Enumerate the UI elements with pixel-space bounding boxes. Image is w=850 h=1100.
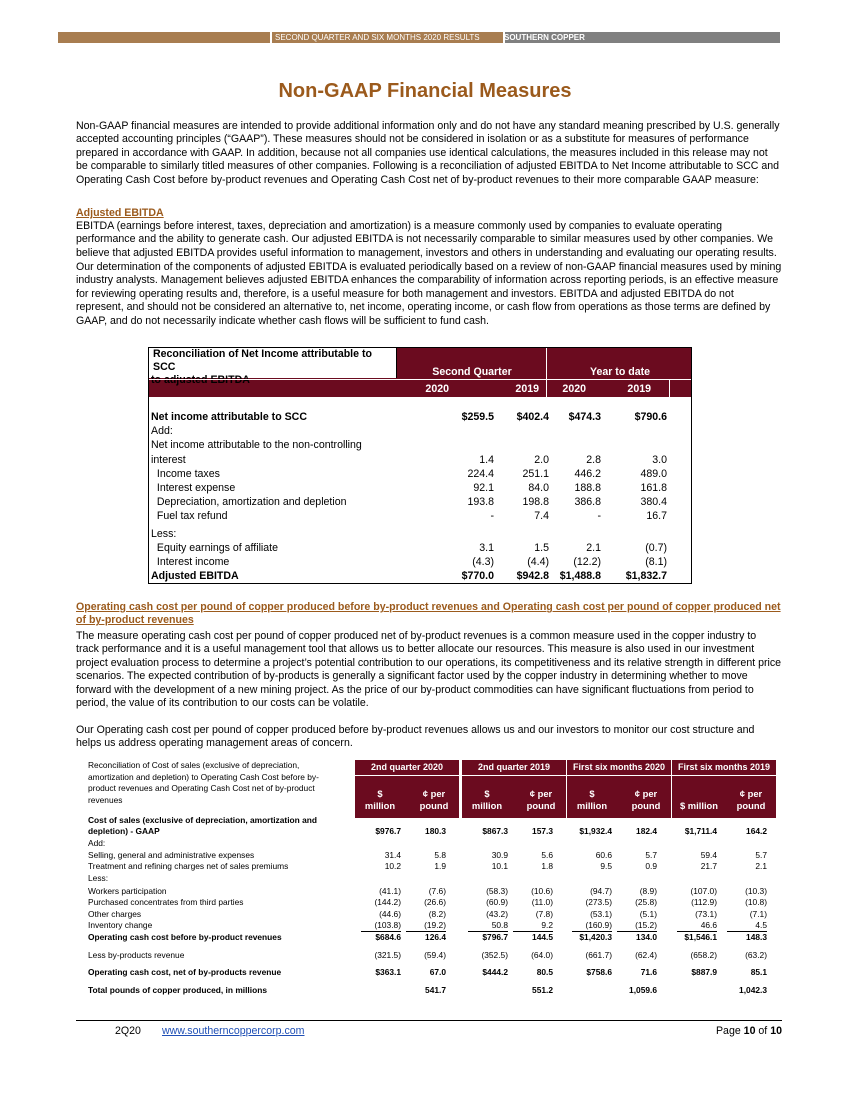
- ebitda-row-label: Interest expense: [151, 481, 236, 494]
- cash-cost-sub-header-cents: ¢ per pound: [419, 788, 449, 811]
- cash-cost-row-value: 10.2: [384, 861, 401, 871]
- ebitda-col-group-second-quarter: Second Quarter: [432, 366, 512, 378]
- cash-cost-row-value: 9.2: [513, 920, 553, 932]
- cash-cost-row-value: 10.1: [491, 861, 508, 871]
- cash-cost-row-value: 1.8: [541, 861, 553, 871]
- ebitda-row-value: 380.4: [640, 496, 667, 509]
- cash-cost-row-value: (15.2): [617, 920, 657, 932]
- cash-cost-row-value: 182.4: [636, 826, 657, 836]
- cash-cost-row-value: (8.2): [428, 909, 446, 919]
- ebitda-row-value: $1,832.7: [625, 570, 667, 583]
- cash-cost-row-value: (44.6): [379, 909, 401, 919]
- ebitda-row-value: 1.5: [534, 541, 549, 554]
- cash-cost-row-value: (53.1): [590, 909, 612, 919]
- ebitda-table-row: [149, 453, 691, 467]
- ebitda-row-value: 161.8: [640, 481, 667, 494]
- cash-cost-row-value: $1,932.4: [579, 826, 612, 836]
- cash-cost-row-label: Operating cash cost before by-product revenues: [88, 932, 282, 942]
- ebitda-paragraph-2: Our determination of the components of adjusted EBITDA is evaluated periodically based on a review of non-GAAP financial measures used by mining industry analysts. Management believes adjusted EBITDA enhances the comparability of information across reporting periods, is an effective measure for reviewing operating results and, therefore, is a useful measure for both management and investors. EBITDA and adjusted EBITDA do not represent, and should not be considered an alternative to, net income, operating income, or cash flow from operations as those terms are defined by GAAP, and do not necessarily indicate whether cash flows will be sufficient to fund cash.: [76, 261, 782, 327]
- ebitda-row-label: Net income attributable to the non-controlling: [151, 439, 362, 452]
- cash-cost-sub-header-dollars: $ million: [679, 800, 719, 811]
- ebitda-row-label: Adjusted EBITDA: [151, 570, 239, 583]
- ebitda-row-label: Fuel tax refund: [151, 510, 228, 523]
- cash-cost-row-value: (10.8): [745, 897, 767, 907]
- cash-cost-row-label: Other charges: [88, 909, 142, 919]
- ebitda-row-value: 224.4: [467, 467, 494, 480]
- ebitda-row-label: Income taxes: [151, 467, 220, 480]
- cash-cost-row-value: 67.0: [429, 967, 446, 977]
- cash-cost-row-value: (8.9): [639, 886, 657, 896]
- ebitda-row-label: interest: [151, 453, 186, 466]
- cash-cost-row-label: depletion) - GAAP: [88, 826, 160, 836]
- cash-cost-table-row: [88, 873, 782, 884]
- cash-cost-row-value: $1,711.4: [684, 826, 717, 836]
- ebitda-table-row: [149, 569, 691, 583]
- cash-cost-row-value: (41.1): [379, 886, 401, 896]
- cash-cost-row-value: 85.1: [750, 967, 767, 977]
- ebitda-table-title-line2: to adjusted EBITDA: [151, 374, 250, 386]
- cash-cost-row-label: Less:: [88, 873, 109, 883]
- footer-website-link[interactable]: www.southerncoppercorp.com: [162, 1025, 305, 1037]
- cash-cost-table-row: [88, 886, 782, 897]
- ebitda-table-row: [149, 467, 691, 481]
- ebitda-table-body: [149, 397, 691, 583]
- ebitda-table-row: [149, 527, 691, 541]
- ebitda-row-value: $790.6: [634, 411, 667, 423]
- ebitda-row-value: 84.0: [528, 481, 549, 494]
- ebitda-col-group-year-to-date: Year to date: [589, 366, 651, 378]
- cash-cost-row-value: (7.6): [428, 886, 446, 896]
- ebitda-paragraph-1: EBITDA (earnings before interest, taxes, depreciation and amortization) is a measure commonly used by companies to evaluate operating performance and the ability to generate cash. Our adjusted EBITDA is not necessarily comparable to similar measures used by other companies. We believe that adjusted EBITDA provides useful information to management, investors and others in understanding and evaluating our operating results.: [76, 220, 777, 259]
- cash-cost-row-label: Selling, general and administrative expenses: [88, 850, 255, 860]
- cash-cost-row-value: $887.9: [691, 967, 717, 977]
- ebitda-reconciliation-table: [148, 347, 692, 584]
- ebitda-row-value: 489.0: [640, 467, 667, 480]
- ebitda-row-value: 92.1: [473, 481, 494, 494]
- cash-cost-row-value: (58.3): [486, 886, 508, 896]
- cash-cost-row-value: (26.6): [424, 897, 446, 907]
- ebitda-row-label: Interest income: [151, 555, 230, 568]
- cash-cost-row-value: (63.2): [745, 950, 767, 960]
- cash-cost-row-value: 157.3: [532, 826, 553, 836]
- cash-cost-row-value: 5.6: [541, 850, 553, 860]
- cash-cost-row-value: 134.0: [636, 932, 657, 942]
- cash-cost-row-value: 60.6: [595, 850, 612, 860]
- cash-cost-row-value: (661.7): [585, 950, 612, 960]
- ebitda-row-label: Net income attributable to SCC: [151, 411, 307, 423]
- ebitda-row-value: 7.4: [534, 510, 549, 523]
- page-title: Non-GAAP Financial Measures: [278, 80, 572, 102]
- cash-cost-row-value: (25.8): [635, 897, 657, 907]
- ebitda-row-value: (4.4): [527, 555, 549, 568]
- cash-cost-row-value: 59.4: [700, 850, 717, 860]
- cash-cost-row-value: $758.6: [586, 967, 612, 977]
- cash-cost-table-row: [88, 909, 782, 920]
- cash-cost-row-value: (5.1): [639, 909, 657, 919]
- cash-cost-row-label: Operating cash cost, net of by-products revenue: [88, 967, 282, 977]
- ebitda-table-row: [149, 509, 691, 523]
- cash-cost-table-row: [88, 850, 782, 861]
- cash-cost-row-value: $976.7: [375, 826, 401, 836]
- cash-cost-col-group: [355, 760, 459, 818]
- cash-cost-row-label: Total pounds of copper produced, in millions: [88, 985, 267, 995]
- cash-cost-row-value: 1.9: [434, 861, 446, 871]
- cash-cost-row-value: (7.8): [535, 909, 553, 919]
- ebitda-row-value: (0.7): [645, 541, 667, 554]
- ebitda-row-label: Less:: [151, 527, 177, 540]
- ebitda-table-row: [149, 438, 691, 452]
- ebitda-row-value: 198.8: [522, 496, 549, 509]
- cash-cost-row-value: (107.0): [690, 886, 717, 896]
- ebitda-table-row: [149, 410, 691, 424]
- footer-period: 2Q20: [115, 1025, 141, 1037]
- ebitda-row-value: $770.0: [461, 570, 494, 583]
- cash-cost-row-value: (160.9): [572, 920, 612, 932]
- ebitda-row-value: 16.7: [646, 510, 667, 523]
- cash-cost-col-group: [462, 760, 566, 818]
- cash-cost-row-value: 31.4: [384, 850, 401, 860]
- header-report-title: SECOND QUARTER AND SIX MONTHS 2020 RESULTS: [270, 32, 505, 43]
- footer-page-number: Page 10 of 10: [715, 1025, 782, 1037]
- cash-cost-group-title: First six months 2020: [572, 762, 666, 772]
- cash-cost-row-value: 30.9: [491, 850, 508, 860]
- intro-paragraph: Non-GAAP financial measures are intended to provide additional information only and do not have any standard meaning prescribed by U.S. generally accepted accounting principles (“GAAP”). These measures should not be considered in isolation or as a substitute for measures of performance prepared in accordance with GAAP. In addition, because not all companies use identical calculations, the measures included in this release may not be comparable to similarly titled measures of other companies. Following is a reconciliation of adjusted EBITDA to Net Income attributable to SCC and Operating Cash Cost before by-product revenues and Operating Cash Cost net of by-product revenues to their more comparable GAAP measure:: [76, 120, 780, 186]
- report-header-bar: [58, 30, 780, 44]
- cash-cost-row-value: 5.8: [434, 850, 446, 860]
- cash-cost-table-title: Reconciliation of Cost of sales (exclusive of depreciation, amortization and depletion) to Operating Cash Cost before by- product revenues and Operating Cash Cost net of by-product revenues: [88, 760, 319, 805]
- cash-cost-paragraph-2: Our Operating cash cost per pound of copper produced before by-product revenues allows us and our investors to monitor our cost structure and helps us address operating management areas of concern.: [76, 724, 755, 750]
- ebitda-table-row: [149, 541, 691, 555]
- ebitda-row-value: 193.8: [467, 496, 494, 509]
- cash-cost-row-value: (352.5): [481, 950, 508, 960]
- cash-cost-row-value: (103.8): [361, 920, 401, 932]
- cash-cost-row-value: (10.6): [531, 886, 553, 896]
- ebitda-row-value: $1,488.8: [559, 570, 601, 583]
- cash-cost-table-row: [88, 967, 782, 978]
- ebitda-row-value: 251.1: [522, 467, 549, 480]
- cash-cost-row-value: 164.2: [746, 826, 767, 836]
- cash-cost-row-value: 148.3: [746, 932, 767, 942]
- cash-cost-row-value: $1,420.3: [579, 932, 612, 942]
- cash-cost-row-value: (19.2): [406, 920, 446, 932]
- cash-cost-row-value: 21.7: [700, 861, 717, 871]
- cash-cost-group-title: First six months 2019: [677, 762, 771, 772]
- ebitda-row-value: 446.2: [574, 467, 601, 480]
- cash-cost-row-label: Treatment and refining charges net of sales premiums: [88, 861, 289, 871]
- cash-cost-sub-header-dollars: $ million: [576, 788, 608, 811]
- cash-cost-row-value: 5.7: [645, 850, 657, 860]
- ebitda-table-title-line1: Reconciliation of Net Income attributable to SCC: [153, 348, 372, 373]
- ebitda-table-row: [149, 481, 691, 495]
- cash-cost-row-value: (73.1): [695, 909, 717, 919]
- cash-cost-row-value: (43.2): [486, 909, 508, 919]
- ebitda-table-row: [149, 495, 691, 509]
- cash-cost-table-row: [88, 838, 782, 849]
- ebitda-row-value: 188.8: [574, 481, 601, 494]
- cash-cost-sub-header-cents: ¢ per pound: [526, 788, 556, 811]
- cash-cost-table-row: [88, 950, 782, 961]
- cash-cost-row-label: Inventory change: [88, 920, 153, 930]
- ebitda-row-value: 2.0: [534, 453, 549, 466]
- cash-cost-row-value: 46.6: [677, 920, 717, 932]
- cash-cost-row-value: 551.2: [532, 985, 553, 995]
- ebitda-row-value: (4.3): [472, 555, 494, 568]
- ebitda-year-2019-q: 2019: [515, 383, 539, 395]
- cash-cost-row-value: $796.7: [482, 932, 508, 942]
- cash-cost-row-label: Cost of sales (exclusive of depreciation, amortization and: [88, 815, 317, 825]
- cash-cost-row-value: 541.7: [425, 985, 446, 995]
- ebitda-row-label: Depreciation, amortization and depletion: [151, 496, 347, 509]
- cash-cost-row-value: (658.2): [690, 950, 717, 960]
- cash-cost-col-group: [567, 760, 671, 818]
- ebitda-row-value: -: [490, 510, 494, 523]
- cash-cost-row-value: (112.9): [691, 897, 717, 907]
- cash-cost-row-value: 144.5: [532, 932, 553, 942]
- cash-cost-row-value: (94.7): [590, 886, 612, 896]
- cash-cost-row-value: 71.6: [640, 967, 657, 977]
- cash-cost-table-row: [88, 932, 782, 943]
- ebitda-row-value: 386.8: [574, 496, 601, 509]
- cash-cost-table-row: [88, 897, 782, 908]
- cash-cost-sub-header-cents: ¢ per pound: [631, 788, 661, 811]
- ebitda-table-row: [149, 555, 691, 569]
- cash-cost-group-title: 2nd quarter 2020: [370, 762, 444, 772]
- cash-cost-row-label: Less by-products revenue: [88, 950, 185, 960]
- cash-cost-row-value: $363.1: [375, 967, 401, 977]
- cash-cost-heading: Operating cash cost per pound of copper produced before by-product revenues and Operating cash cost per pound of copper produced net of by-product revenues: [76, 601, 781, 627]
- cash-cost-row-value: (144.2): [374, 897, 401, 907]
- cash-cost-row-value: 1,059.6: [629, 985, 657, 995]
- ebitda-row-value: $474.3: [568, 411, 601, 423]
- ebitda-year-2020-q: 2020: [425, 383, 449, 395]
- cash-cost-col-group: [672, 760, 776, 818]
- ebitda-row-value: (12.2): [573, 555, 601, 568]
- cash-cost-row-value: (59.4): [424, 950, 446, 960]
- ebitda-row-value: 2.1: [586, 541, 601, 554]
- cash-cost-table-row: [88, 985, 782, 996]
- cash-cost-row-value: (321.5): [374, 950, 401, 960]
- ebitda-row-value: 1.4: [479, 453, 494, 466]
- cash-cost-table-row: [88, 920, 782, 931]
- cash-cost-sub-header-dollars: $ million: [471, 788, 503, 811]
- header-company-name: SOUTHERN COPPER: [504, 33, 585, 42]
- ebitda-table-row: [149, 424, 691, 438]
- cash-cost-row-value: 50.8: [468, 920, 508, 932]
- ebitda-year-2020-ytd: 2020: [562, 383, 586, 395]
- cash-cost-row-label: Workers participation: [88, 886, 167, 896]
- cash-cost-paragraph-1: The measure operating cash cost per pound of copper produced net of by-product revenues is a common measure used in the copper industry to track performance and it is a useful management tool that allows us to better allocate our resources. This measure is also used in our investment project evaluation process to determine a project’s potential contribution to our operations, its competitiveness and its relative strength in different price scenarios. The expected contribution of by-products is generally a significant factor used by the copper industry in determining whether to move forward with the development of a new mining project. As the price of our by-product commodities can have significant fluctuations from period to period, the value of its contribution to our costs can be volatile.: [76, 630, 782, 710]
- cash-cost-row-value: $444.2: [482, 967, 508, 977]
- cash-cost-row-value: 2.1: [755, 861, 767, 871]
- ebitda-row-value: $259.5: [461, 411, 494, 423]
- cash-cost-row-value: (62.4): [635, 950, 657, 960]
- ebitda-year-2019-ytd: 2019: [627, 383, 651, 395]
- page-footer: [76, 1020, 782, 1037]
- cash-cost-row-value: $1,546.1: [684, 932, 717, 942]
- cash-cost-row-value: (273.5): [585, 897, 612, 907]
- ebitda-row-value: (8.1): [645, 555, 667, 568]
- ebitda-table-header: [149, 348, 691, 397]
- cash-cost-table-row: [88, 861, 782, 872]
- cash-cost-row-value: (7.1): [749, 909, 767, 919]
- ebitda-row-value: 3.1: [479, 541, 494, 554]
- cash-cost-row-value: $867.3: [482, 826, 508, 836]
- cash-cost-row-value: (60.9): [486, 897, 508, 907]
- ebitda-row-label: Add:: [151, 425, 173, 438]
- cash-cost-row-value: 80.5: [536, 967, 553, 977]
- cash-cost-row-value: (10.3): [745, 886, 767, 896]
- cash-cost-row-value: (11.0): [531, 897, 553, 907]
- cash-cost-row-value: (64.0): [531, 950, 553, 960]
- cash-cost-row-label: Purchased concentrates from third parties: [88, 897, 244, 907]
- cash-cost-group-title: 2nd quarter 2019: [477, 762, 551, 772]
- cash-cost-row-value: 4.5: [727, 920, 767, 932]
- cash-cost-row-value: 1,042.3: [739, 985, 767, 995]
- ebitda-row-value: 2.8: [586, 453, 601, 466]
- cash-cost-table-row: [88, 815, 782, 826]
- ebitda-row-label: Equity earnings of affiliate: [151, 541, 279, 554]
- cash-cost-sub-header-dollars: $ million: [364, 788, 396, 811]
- adjusted-ebitda-heading: Adjusted EBITDA: [76, 207, 164, 219]
- cash-cost-row-value: 9.5: [600, 861, 612, 871]
- cash-cost-row-value: $684.6: [375, 932, 401, 942]
- cash-cost-row-value: 0.9: [645, 861, 657, 871]
- ebitda-row-value: -: [597, 510, 601, 523]
- cash-cost-row-value: 180.3: [425, 826, 446, 836]
- ebitda-row-value: $942.8: [516, 570, 549, 583]
- ebitda-row-value: $402.4: [516, 411, 549, 423]
- cash-cost-row-label: Add:: [88, 838, 106, 848]
- cash-cost-sub-header-cents: ¢ per pound: [736, 788, 766, 811]
- cash-cost-row-value: 5.7: [755, 850, 767, 860]
- cash-cost-table-row: [88, 826, 782, 837]
- cash-cost-row-value: 126.4: [425, 932, 446, 942]
- ebitda-row-value: 3.0: [652, 453, 667, 466]
